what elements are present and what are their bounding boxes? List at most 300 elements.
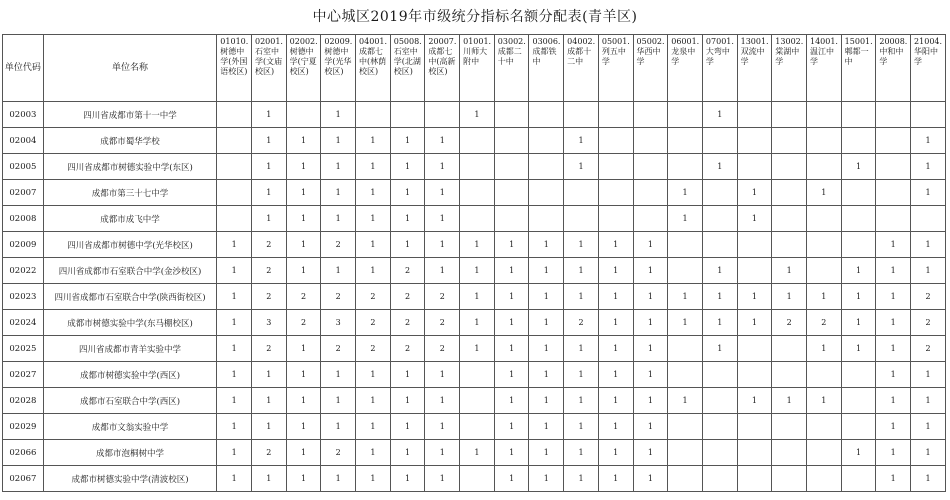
quota-cell: 1 bbox=[460, 258, 495, 284]
header-school: 05002.华西中学 bbox=[633, 35, 668, 102]
quota-cell: 1 bbox=[564, 284, 599, 310]
quota-cell bbox=[806, 362, 841, 388]
quota-cell: 1 bbox=[598, 310, 633, 336]
quota-cell bbox=[911, 206, 946, 232]
quota-cell: 1 bbox=[876, 232, 911, 258]
quota-cell bbox=[217, 128, 252, 154]
quota-cell: 1 bbox=[911, 388, 946, 414]
unit-name-cell: 四川省成都市石室联合中学(金沙校区) bbox=[43, 258, 216, 284]
quota-cell: 1 bbox=[841, 310, 876, 336]
quota-cell bbox=[841, 362, 876, 388]
quota-cell bbox=[806, 414, 841, 440]
quota-cell: 1 bbox=[737, 388, 772, 414]
unit-code-cell: 02003 bbox=[3, 102, 44, 128]
unit-name-cell: 四川省成都市青羊实验中学 bbox=[43, 336, 216, 362]
quota-cell bbox=[702, 440, 737, 466]
quota-cell bbox=[737, 336, 772, 362]
quota-cell: 1 bbox=[356, 206, 391, 232]
quota-cell: 1 bbox=[876, 362, 911, 388]
quota-cell: 2 bbox=[425, 336, 460, 362]
quota-cell: 1 bbox=[494, 258, 529, 284]
quota-cell bbox=[702, 128, 737, 154]
quota-cell: 1 bbox=[911, 154, 946, 180]
unit-code-cell: 02004 bbox=[3, 128, 44, 154]
quota-cell bbox=[460, 154, 495, 180]
quota-cell: 2 bbox=[251, 258, 286, 284]
quota-cell: 1 bbox=[425, 128, 460, 154]
quota-cell bbox=[217, 206, 252, 232]
quota-cell: 2 bbox=[321, 284, 356, 310]
quota-cell: 1 bbox=[564, 414, 599, 440]
quota-cell bbox=[841, 466, 876, 492]
quota-cell: 1 bbox=[494, 414, 529, 440]
quota-cell bbox=[876, 180, 911, 206]
header-school: 03006.成都铁中 bbox=[529, 35, 564, 102]
quota-cell: 2 bbox=[806, 310, 841, 336]
quota-cell bbox=[494, 154, 529, 180]
table-row bbox=[3, 362, 946, 388]
quota-cell: 1 bbox=[737, 180, 772, 206]
quota-cell: 1 bbox=[460, 284, 495, 310]
quota-cell bbox=[217, 102, 252, 128]
quota-cell: 2 bbox=[251, 440, 286, 466]
quota-cell bbox=[772, 466, 807, 492]
quota-cell: 1 bbox=[841, 440, 876, 466]
quota-cell: 2 bbox=[911, 310, 946, 336]
quota-cell: 1 bbox=[425, 466, 460, 492]
quota-cell: 1 bbox=[598, 466, 633, 492]
quota-cell bbox=[668, 440, 703, 466]
quota-cell: 2 bbox=[321, 440, 356, 466]
header-school: 14001.温江中学 bbox=[806, 35, 841, 102]
quota-cell bbox=[702, 180, 737, 206]
quota-cell: 1 bbox=[911, 232, 946, 258]
quota-cell: 1 bbox=[321, 128, 356, 154]
quota-cell bbox=[737, 154, 772, 180]
unit-name-cell: 成都市树德实验中学(清波校区) bbox=[43, 466, 216, 492]
quota-cell bbox=[668, 102, 703, 128]
header-school: 06001.龙泉中学 bbox=[668, 35, 703, 102]
quota-cell: 1 bbox=[702, 258, 737, 284]
quota-cell: 1 bbox=[286, 414, 321, 440]
quota-cell: 1 bbox=[876, 388, 911, 414]
quota-cell bbox=[460, 128, 495, 154]
unit-name-cell: 成都市文翁实验中学 bbox=[43, 414, 216, 440]
quota-cell bbox=[876, 206, 911, 232]
quota-cell: 1 bbox=[217, 310, 252, 336]
quota-cell: 1 bbox=[702, 154, 737, 180]
quota-cell bbox=[668, 336, 703, 362]
quota-cell: 1 bbox=[321, 206, 356, 232]
unit-code-cell: 02008 bbox=[3, 206, 44, 232]
unit-code-cell: 02028 bbox=[3, 388, 44, 414]
quota-cell bbox=[633, 102, 668, 128]
quota-cell: 1 bbox=[217, 284, 252, 310]
quota-cell: 1 bbox=[806, 284, 841, 310]
table-row bbox=[3, 180, 946, 206]
unit-code-cell: 02025 bbox=[3, 336, 44, 362]
quota-cell: 1 bbox=[321, 388, 356, 414]
table-row bbox=[3, 154, 946, 180]
unit-name-cell: 四川省成都市树德实验中学(东区) bbox=[43, 154, 216, 180]
quota-cell bbox=[633, 180, 668, 206]
header-school: 02001.石室中学(文庙校区) bbox=[251, 35, 286, 102]
quota-cell: 1 bbox=[876, 310, 911, 336]
quota-cell: 1 bbox=[702, 284, 737, 310]
quota-cell: 2 bbox=[390, 310, 425, 336]
quota-cell: 1 bbox=[911, 414, 946, 440]
quota-cell bbox=[911, 102, 946, 128]
quota-cell: 1 bbox=[286, 388, 321, 414]
table-row bbox=[3, 310, 946, 336]
quota-cell: 1 bbox=[356, 414, 391, 440]
quota-cell bbox=[876, 102, 911, 128]
quota-cell bbox=[668, 232, 703, 258]
header-school: 02002.树德中学(宁夏校区) bbox=[286, 35, 321, 102]
quota-cell: 1 bbox=[286, 154, 321, 180]
unit-name-cell: 四川省成都市树德中学(光华校区) bbox=[43, 232, 216, 258]
quota-cell bbox=[529, 128, 564, 154]
quota-cell bbox=[633, 154, 668, 180]
quota-cell: 1 bbox=[633, 466, 668, 492]
quota-cell: 1 bbox=[425, 232, 460, 258]
quota-cell: 2 bbox=[911, 284, 946, 310]
quota-cell: 3 bbox=[251, 310, 286, 336]
quota-cell: 1 bbox=[564, 232, 599, 258]
unit-code-cell: 02023 bbox=[3, 284, 44, 310]
quota-cell: 1 bbox=[598, 440, 633, 466]
quota-cell: 1 bbox=[425, 414, 460, 440]
unit-name-cell: 成都市树德实验中学(西区) bbox=[43, 362, 216, 388]
quota-cell: 1 bbox=[217, 388, 252, 414]
quota-cell: 1 bbox=[876, 284, 911, 310]
header-unit-code: 单位代码 bbox=[3, 35, 44, 102]
quota-cell bbox=[668, 154, 703, 180]
quota-cell: 1 bbox=[494, 336, 529, 362]
quota-cell bbox=[460, 180, 495, 206]
quota-cell: 1 bbox=[876, 466, 911, 492]
quota-cell: 1 bbox=[390, 154, 425, 180]
table-row bbox=[3, 206, 946, 232]
quota-cell bbox=[772, 102, 807, 128]
quota-cell: 1 bbox=[529, 232, 564, 258]
quota-cell: 1 bbox=[564, 466, 599, 492]
quota-cell: 1 bbox=[460, 232, 495, 258]
quota-cell: 1 bbox=[494, 466, 529, 492]
quota-cell: 1 bbox=[460, 102, 495, 128]
quota-cell bbox=[668, 414, 703, 440]
quota-cell: 2 bbox=[356, 336, 391, 362]
quota-cell bbox=[876, 154, 911, 180]
quota-cell: 1 bbox=[251, 180, 286, 206]
quota-cell bbox=[841, 128, 876, 154]
quota-cell: 1 bbox=[633, 310, 668, 336]
quota-cell: 1 bbox=[321, 258, 356, 284]
quota-cell: 1 bbox=[529, 440, 564, 466]
quota-cell: 2 bbox=[425, 310, 460, 336]
quota-cell: 1 bbox=[425, 362, 460, 388]
quota-cell: 1 bbox=[460, 440, 495, 466]
header-school: 07001.大弯中学 bbox=[702, 35, 737, 102]
unit-name-cell: 成都市树德实验中学(东马棚校区) bbox=[43, 310, 216, 336]
quota-cell bbox=[529, 154, 564, 180]
quota-cell bbox=[702, 388, 737, 414]
quota-cell: 1 bbox=[321, 180, 356, 206]
quota-cell: 1 bbox=[494, 440, 529, 466]
quota-cell: 1 bbox=[321, 154, 356, 180]
quota-cell bbox=[460, 414, 495, 440]
quota-cell: 1 bbox=[564, 388, 599, 414]
quota-cell bbox=[564, 102, 599, 128]
quota-cell: 1 bbox=[529, 258, 564, 284]
header-school: 05001.列五中学 bbox=[598, 35, 633, 102]
table-row bbox=[3, 466, 946, 492]
quota-cell: 1 bbox=[668, 206, 703, 232]
quota-cell: 1 bbox=[321, 102, 356, 128]
unit-name-cell: 成都市第三十七中学 bbox=[43, 180, 216, 206]
unit-code-cell: 02024 bbox=[3, 310, 44, 336]
quota-cell bbox=[425, 102, 460, 128]
quota-cell bbox=[564, 206, 599, 232]
quota-cell: 1 bbox=[460, 336, 495, 362]
quota-cell: 2 bbox=[425, 284, 460, 310]
quota-cell: 2 bbox=[390, 258, 425, 284]
quota-cell: 1 bbox=[633, 362, 668, 388]
quota-cell: 2 bbox=[356, 284, 391, 310]
header-school: 01010.树德中学(外国语校区) bbox=[217, 35, 252, 102]
quota-cell: 1 bbox=[564, 154, 599, 180]
quota-cell bbox=[598, 128, 633, 154]
quota-cell: 1 bbox=[251, 206, 286, 232]
quota-cell bbox=[772, 180, 807, 206]
quota-cell bbox=[529, 180, 564, 206]
quota-cell: 1 bbox=[737, 206, 772, 232]
quota-cell: 1 bbox=[529, 362, 564, 388]
unit-name-cell: 成都市蜀华学校 bbox=[43, 128, 216, 154]
header-school: 15001.郫都一中 bbox=[841, 35, 876, 102]
quota-cell bbox=[841, 180, 876, 206]
unit-name-cell: 四川省成都市石室联合中学(陕西街校区) bbox=[43, 284, 216, 310]
quota-cell: 1 bbox=[841, 258, 876, 284]
unit-code-cell: 02022 bbox=[3, 258, 44, 284]
quota-cell bbox=[772, 232, 807, 258]
quota-cell: 1 bbox=[772, 284, 807, 310]
quota-cell: 1 bbox=[529, 466, 564, 492]
quota-cell: 1 bbox=[390, 414, 425, 440]
quota-cell: 1 bbox=[841, 154, 876, 180]
table-row bbox=[3, 440, 946, 466]
quota-cell: 1 bbox=[286, 206, 321, 232]
quota-cell: 2 bbox=[321, 336, 356, 362]
quota-cell: 1 bbox=[564, 440, 599, 466]
quota-cell bbox=[772, 440, 807, 466]
quota-cell bbox=[356, 102, 391, 128]
quota-cell: 1 bbox=[633, 440, 668, 466]
quota-cell: 1 bbox=[356, 258, 391, 284]
quota-cell bbox=[494, 206, 529, 232]
header-school: 21004.华阳中学 bbox=[911, 35, 946, 102]
quota-cell: 2 bbox=[321, 232, 356, 258]
unit-name-cell: 四川省成都市第十一中学 bbox=[43, 102, 216, 128]
quota-cell bbox=[668, 128, 703, 154]
quota-cell bbox=[806, 232, 841, 258]
quota-cell: 1 bbox=[217, 232, 252, 258]
quota-cell bbox=[806, 466, 841, 492]
quota-table bbox=[2, 34, 946, 492]
quota-cell: 1 bbox=[668, 310, 703, 336]
quota-cell: 1 bbox=[668, 388, 703, 414]
quota-cell: 1 bbox=[390, 466, 425, 492]
quota-cell: 1 bbox=[356, 362, 391, 388]
quota-cell bbox=[806, 128, 841, 154]
quota-cell: 1 bbox=[390, 440, 425, 466]
quota-cell: 1 bbox=[633, 414, 668, 440]
quota-cell bbox=[737, 440, 772, 466]
quota-cell: 1 bbox=[286, 440, 321, 466]
quota-cell: 1 bbox=[806, 336, 841, 362]
quota-cell bbox=[806, 258, 841, 284]
quota-cell: 1 bbox=[806, 180, 841, 206]
quota-cell: 1 bbox=[911, 180, 946, 206]
quota-cell bbox=[598, 206, 633, 232]
header-school: 03002.成都二十中 bbox=[494, 35, 529, 102]
quota-cell: 1 bbox=[217, 466, 252, 492]
quota-cell bbox=[737, 232, 772, 258]
quota-cell bbox=[460, 388, 495, 414]
quota-cell: 1 bbox=[494, 362, 529, 388]
header-school: 13001.双流中学 bbox=[737, 35, 772, 102]
quota-cell: 1 bbox=[911, 440, 946, 466]
quota-cell: 1 bbox=[425, 388, 460, 414]
quota-cell bbox=[460, 206, 495, 232]
quota-cell bbox=[806, 440, 841, 466]
quota-cell: 2 bbox=[564, 310, 599, 336]
table-row bbox=[3, 388, 946, 414]
quota-cell: 2 bbox=[286, 310, 321, 336]
quota-cell: 1 bbox=[529, 284, 564, 310]
quota-cell: 1 bbox=[251, 102, 286, 128]
quota-cell: 1 bbox=[390, 206, 425, 232]
quota-cell: 1 bbox=[598, 232, 633, 258]
quota-cell: 1 bbox=[564, 258, 599, 284]
quota-cell bbox=[841, 206, 876, 232]
header-school: 02009.树德中学(光华校区) bbox=[321, 35, 356, 102]
quota-cell: 1 bbox=[529, 414, 564, 440]
unit-code-cell: 02067 bbox=[3, 466, 44, 492]
quota-cell bbox=[737, 362, 772, 388]
quota-cell bbox=[737, 128, 772, 154]
quota-cell: 1 bbox=[876, 258, 911, 284]
quota-cell: 1 bbox=[772, 258, 807, 284]
quota-cell bbox=[737, 414, 772, 440]
quota-cell bbox=[529, 206, 564, 232]
unit-code-cell: 02027 bbox=[3, 362, 44, 388]
quota-cell bbox=[564, 180, 599, 206]
quota-cell bbox=[772, 206, 807, 232]
quota-cell: 1 bbox=[668, 284, 703, 310]
quota-cell: 1 bbox=[425, 258, 460, 284]
quota-cell: 1 bbox=[251, 154, 286, 180]
quota-cell bbox=[841, 232, 876, 258]
quota-cell bbox=[598, 154, 633, 180]
quota-cell: 1 bbox=[217, 336, 252, 362]
header-school: 04002.成都十二中 bbox=[564, 35, 599, 102]
quota-cell: 2 bbox=[772, 310, 807, 336]
quota-cell bbox=[494, 180, 529, 206]
quota-cell: 1 bbox=[737, 284, 772, 310]
quota-cell: 3 bbox=[321, 310, 356, 336]
header-school: 13002.棠湖中学 bbox=[772, 35, 807, 102]
quota-cell: 2 bbox=[251, 232, 286, 258]
unit-code-cell: 02007 bbox=[3, 180, 44, 206]
table-row bbox=[3, 128, 946, 154]
unit-code-cell: 02066 bbox=[3, 440, 44, 466]
quota-cell: 1 bbox=[425, 440, 460, 466]
quota-cell: 1 bbox=[390, 232, 425, 258]
quota-cell: 1 bbox=[390, 128, 425, 154]
quota-cell: 1 bbox=[494, 388, 529, 414]
quota-cell: 1 bbox=[911, 128, 946, 154]
quota-cell bbox=[772, 414, 807, 440]
quota-cell bbox=[494, 102, 529, 128]
quota-cell: 1 bbox=[633, 336, 668, 362]
quota-cell: 1 bbox=[564, 128, 599, 154]
quota-cell bbox=[217, 154, 252, 180]
quota-cell: 1 bbox=[841, 336, 876, 362]
quota-cell bbox=[772, 128, 807, 154]
quota-cell bbox=[460, 362, 495, 388]
unit-code-cell: 02029 bbox=[3, 414, 44, 440]
quota-cell: 1 bbox=[217, 440, 252, 466]
quota-cell bbox=[806, 206, 841, 232]
table-row bbox=[3, 336, 946, 362]
quota-cell: 1 bbox=[702, 102, 737, 128]
quota-cell bbox=[737, 466, 772, 492]
quota-cell bbox=[494, 128, 529, 154]
quota-cell: 1 bbox=[390, 180, 425, 206]
quota-cell: 1 bbox=[598, 388, 633, 414]
quota-cell: 1 bbox=[529, 310, 564, 336]
table-body bbox=[3, 102, 946, 492]
quota-cell: 1 bbox=[286, 180, 321, 206]
quota-cell: 2 bbox=[390, 336, 425, 362]
quota-cell bbox=[529, 102, 564, 128]
table-row bbox=[3, 258, 946, 284]
quota-cell: 1 bbox=[668, 180, 703, 206]
quota-cell: 1 bbox=[633, 388, 668, 414]
quota-cell bbox=[668, 466, 703, 492]
quota-cell: 1 bbox=[217, 258, 252, 284]
quota-cell bbox=[598, 102, 633, 128]
quota-cell: 1 bbox=[702, 336, 737, 362]
quota-cell bbox=[876, 128, 911, 154]
quota-cell: 1 bbox=[598, 414, 633, 440]
quota-cell: 1 bbox=[425, 154, 460, 180]
table-row bbox=[3, 414, 946, 440]
quota-cell bbox=[772, 154, 807, 180]
quota-cell: 1 bbox=[286, 232, 321, 258]
quota-cell: 1 bbox=[321, 414, 356, 440]
quota-cell: 1 bbox=[564, 362, 599, 388]
quota-cell: 1 bbox=[321, 466, 356, 492]
header-school: 04001.成都七中(林荫校区) bbox=[356, 35, 391, 102]
quota-cell: 1 bbox=[356, 180, 391, 206]
quota-cell: 2 bbox=[286, 284, 321, 310]
quota-cell: 1 bbox=[286, 258, 321, 284]
quota-cell: 1 bbox=[598, 284, 633, 310]
quota-cell: 1 bbox=[356, 466, 391, 492]
quota-cell: 1 bbox=[425, 180, 460, 206]
